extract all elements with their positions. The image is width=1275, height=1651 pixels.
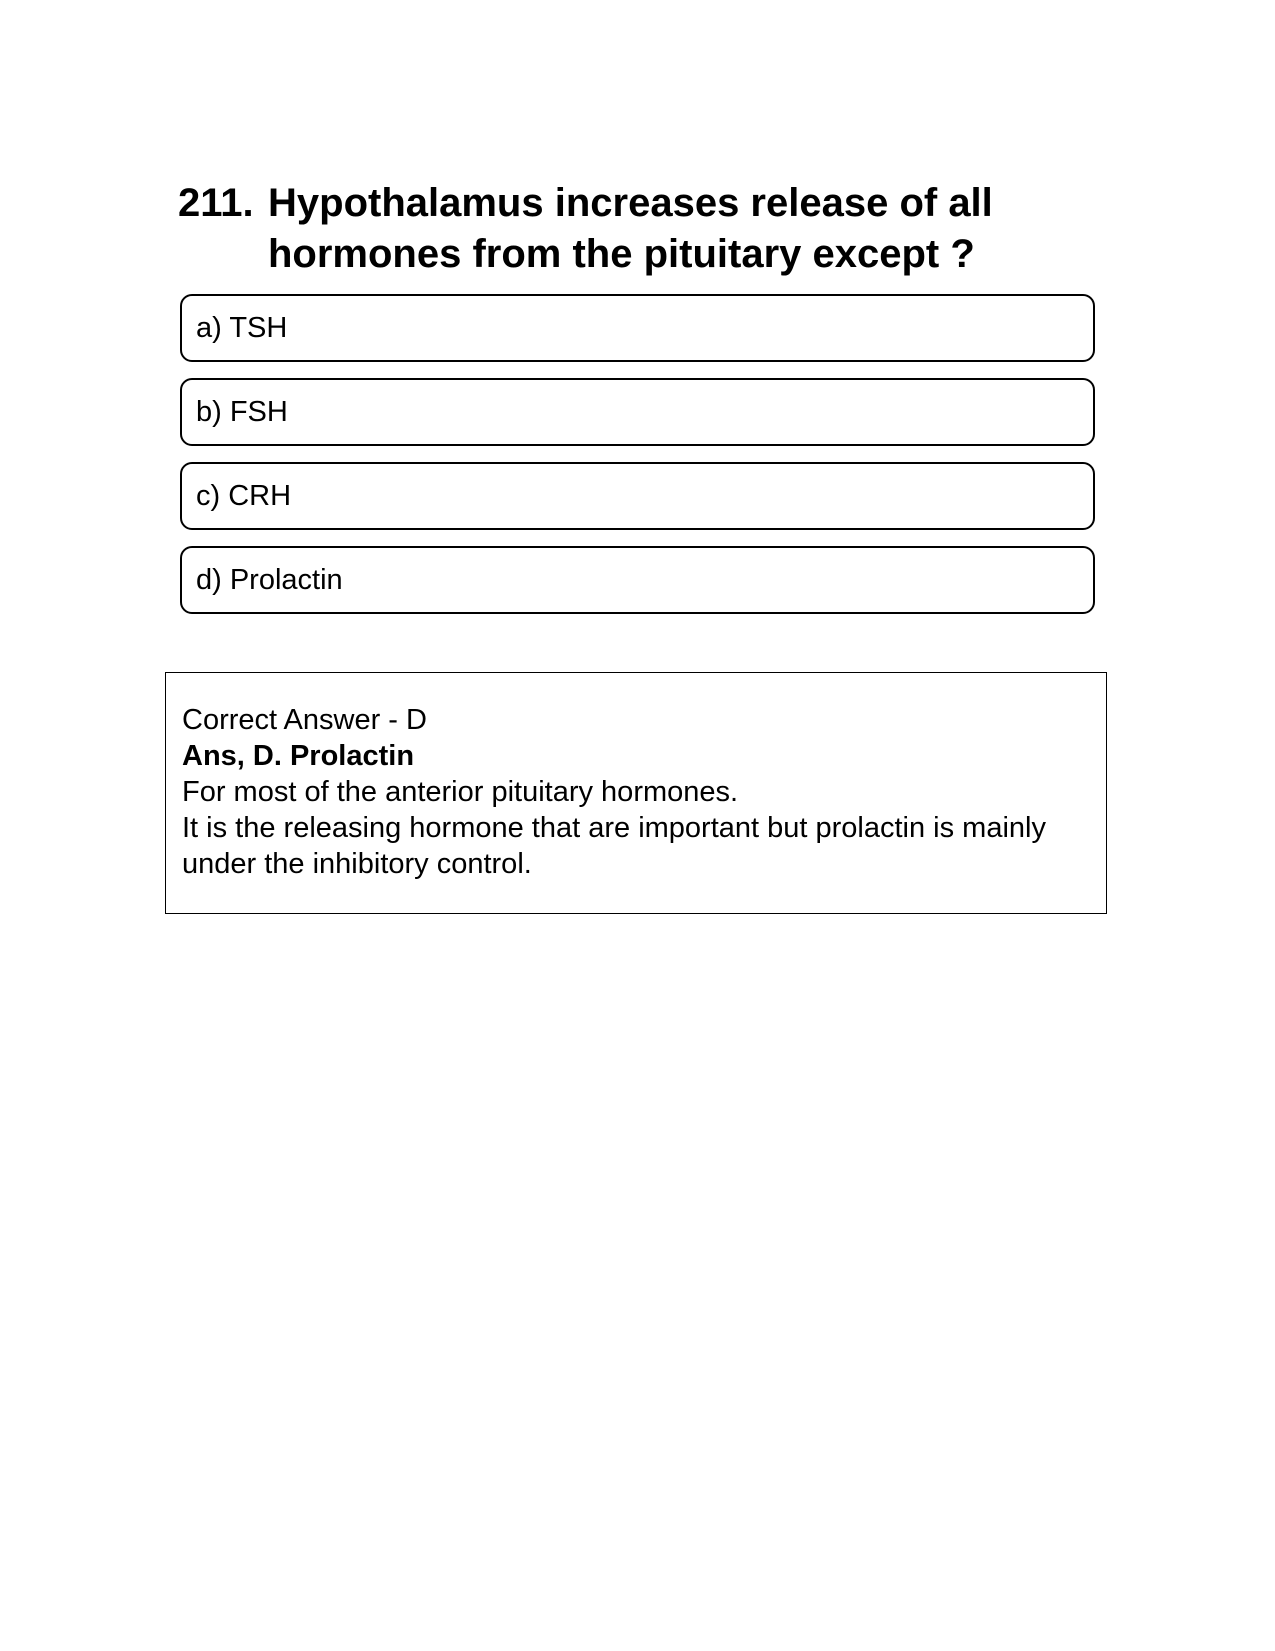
answer-explanation-box [165, 672, 1107, 914]
correct-answer-line: Correct Answer - D [182, 704, 427, 736]
option-b-label: b) FSH [196, 395, 288, 428]
explanation-line: For most of the anterior pituitary hormones. [182, 776, 739, 808]
answer-heading: Ans, D. Prolactin [182, 740, 415, 772]
option-a-label: a) TSH [196, 311, 288, 344]
option-b[interactable] [180, 378, 1095, 446]
question-text: Hypothalamus increases release of all hormones from the pituitary except ? [268, 181, 993, 276]
options-list [180, 294, 1095, 630]
option-a[interactable] [180, 294, 1095, 362]
explanation-line: It is the releasing hormone that are important but prolactin is mainly under the inhibitory control. [182, 812, 1046, 880]
option-d-label: d) Prolactin [196, 563, 343, 596]
question-number: 211. [178, 181, 254, 225]
question-heading [178, 178, 1078, 280]
option-d[interactable] [180, 546, 1095, 614]
option-c-label: c) CRH [196, 479, 292, 512]
option-c[interactable] [180, 462, 1095, 530]
